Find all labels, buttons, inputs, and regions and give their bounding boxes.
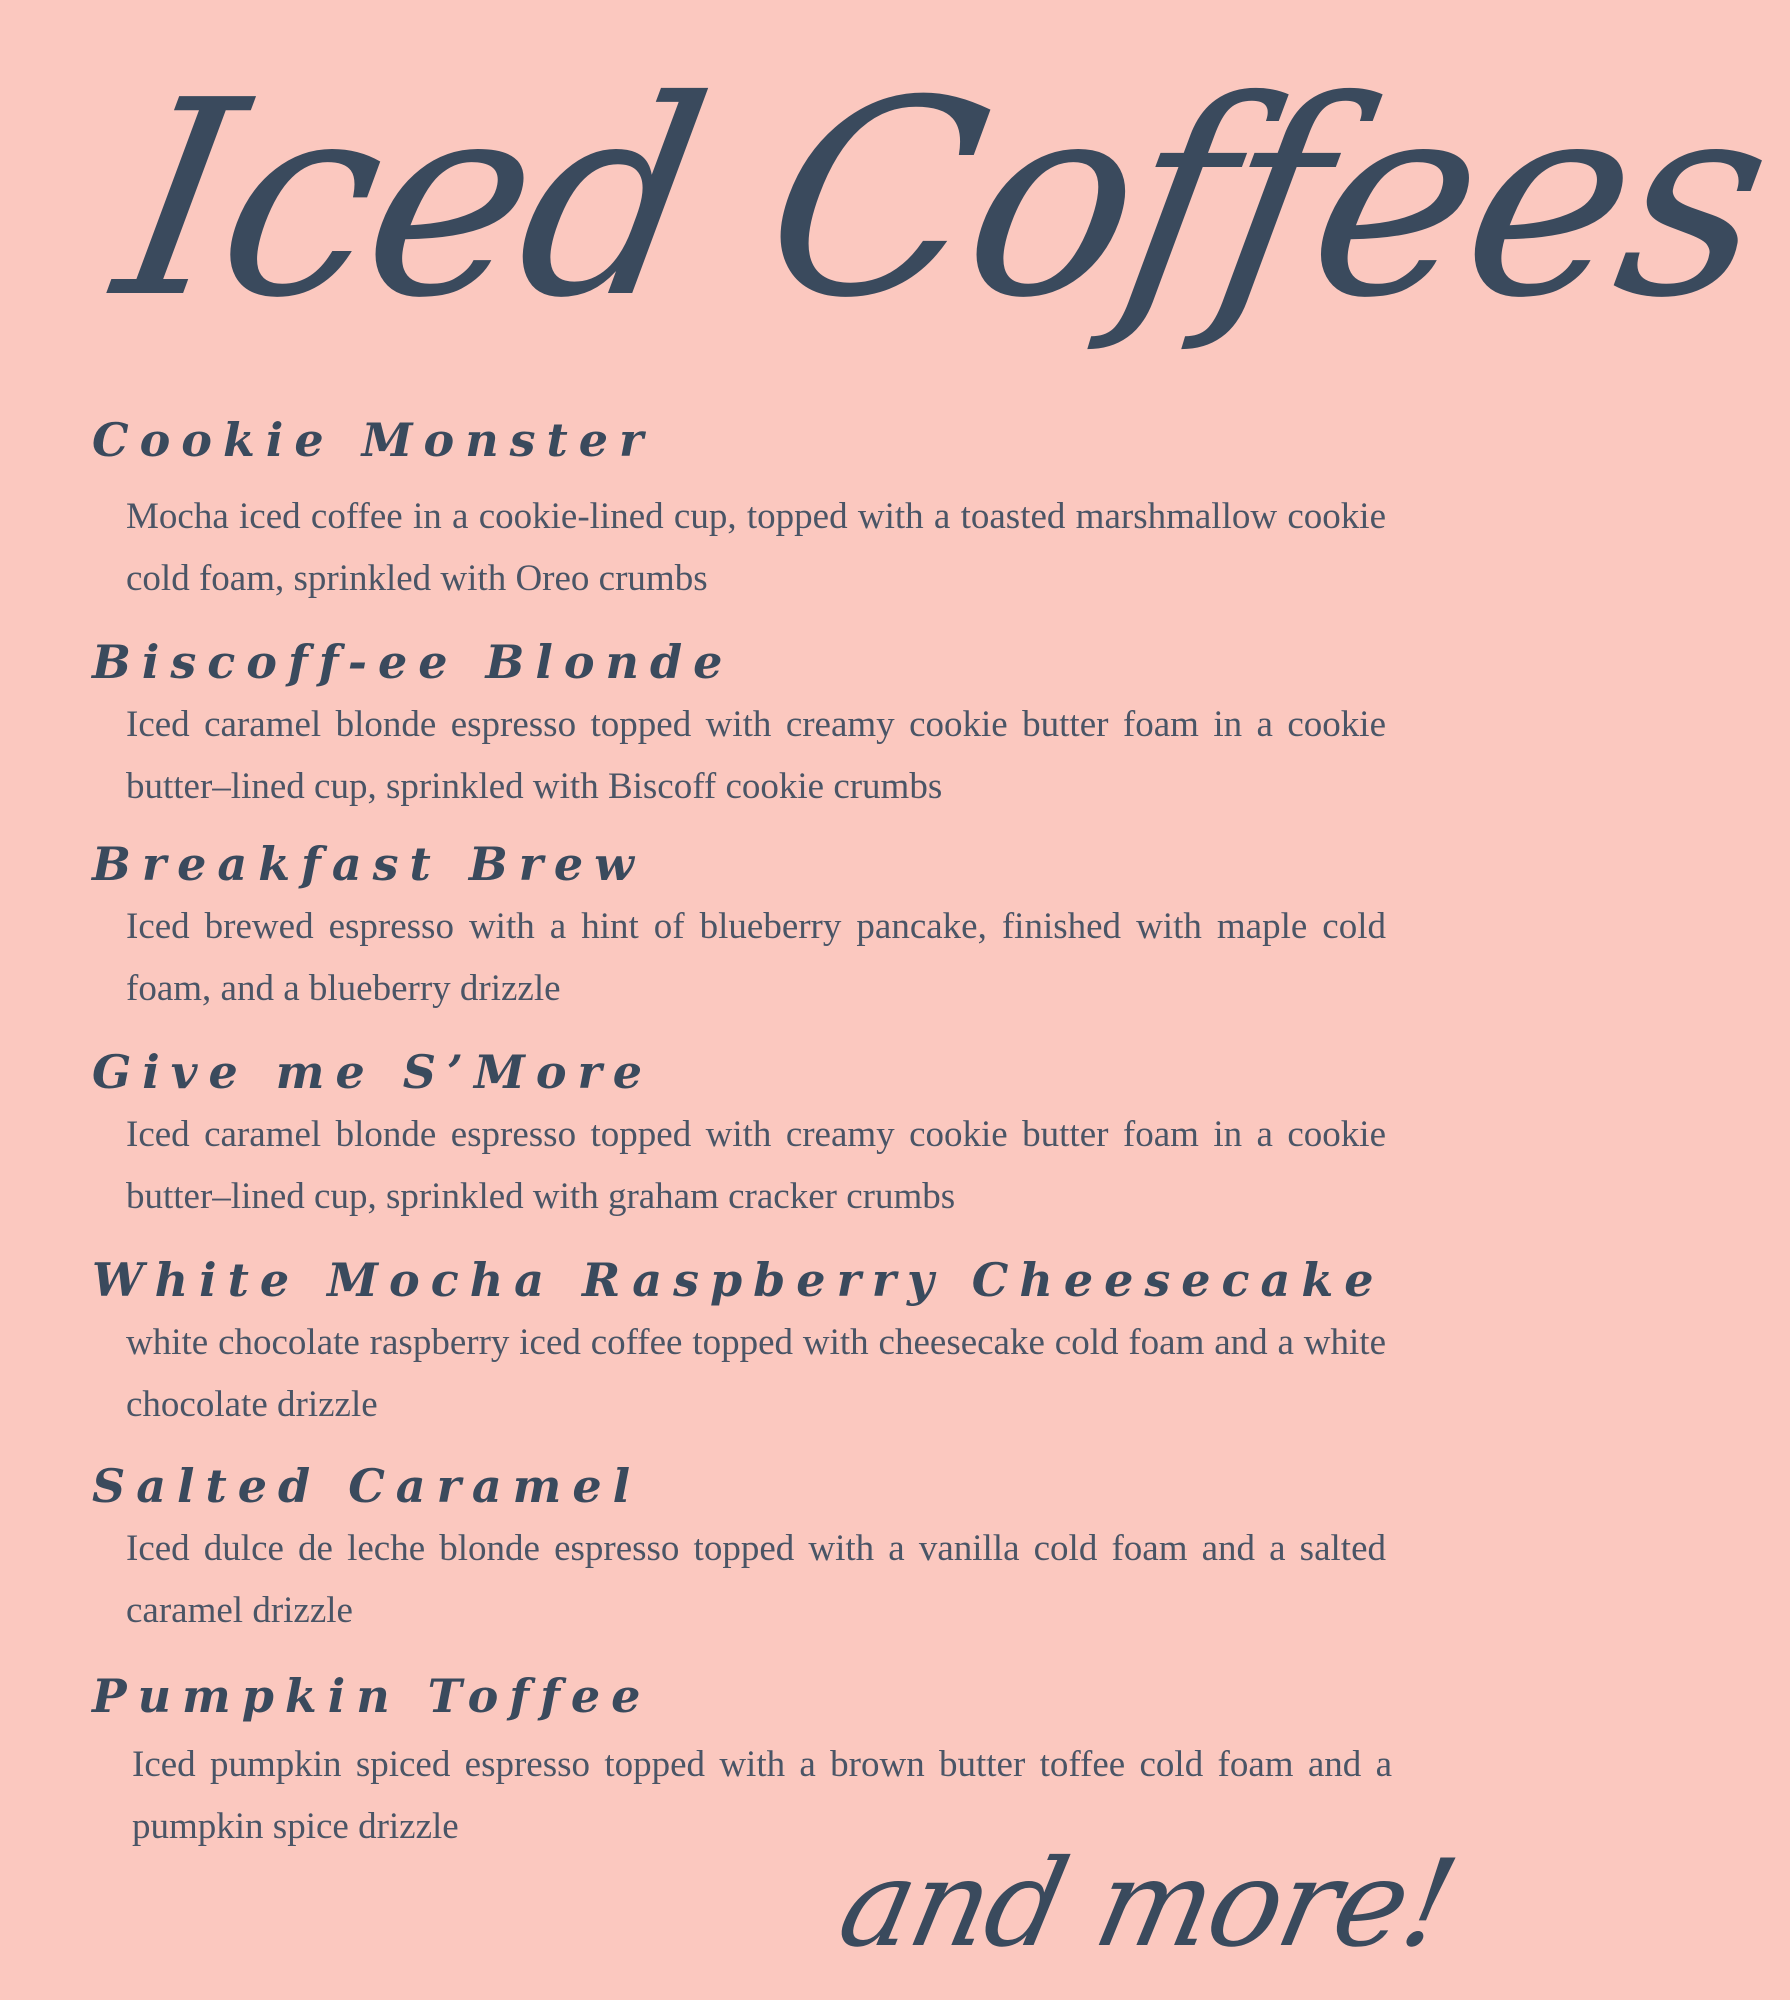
- menu-item-description: Iced caramel blonde espresso topped with creamy cookie butter foam in a cookie butter–lined cup, sprinkled with Biscoff cookie crumbs: [126, 704, 1386, 807]
- menu-item: [92, 1454, 1412, 1642]
- menu-item-name: Breakfast Brew: [92, 837, 645, 891]
- menu-item-name: Cookie Monster: [92, 413, 655, 467]
- footer-and-more: and more!: [827, 1835, 1466, 1974]
- page-title: Iced Coffees: [99, 42, 1787, 357]
- menu-item: [92, 1664, 1412, 1858]
- menu-item-name: Pumpkin Toffee: [92, 1669, 652, 1723]
- menu-item-description: Iced pumpkin spiced espresso topped with a brown butter toffee cold foam and a pumpkin spice drizzle: [132, 1744, 1392, 1847]
- menu-item: [92, 1040, 1412, 1228]
- menu-item: [92, 630, 1412, 818]
- menu-item-name: Give me S’More: [92, 1045, 654, 1099]
- menu-item-name: White Mocha Raspberry Cheesecake: [92, 1253, 1385, 1307]
- menu-item: [92, 1248, 1412, 1436]
- menu-item: [92, 408, 1412, 610]
- menu-item-name: Biscoff-ee Blonde: [92, 635, 734, 689]
- menu-item-description: Iced caramel blonde espresso topped with creamy cookie butter foam in a cookie butter–lined cup, sprinkled with graham cracker crumbs: [126, 1114, 1386, 1217]
- menu-item-description: Iced dulce de leche blonde espresso topped with a vanilla cold foam and a salted caramel drizzle: [126, 1528, 1386, 1631]
- menu-item: [92, 832, 1412, 1020]
- menu-item-name: Salted Caramel: [92, 1459, 642, 1513]
- menu-item-description: white chocolate raspberry iced coffee topped with cheesecake cold foam and a white chocolate drizzle: [126, 1322, 1386, 1425]
- menu-item-description: Iced brewed espresso with a hint of blueberry pancake, finished with maple cold foam, and a blueberry drizzle: [126, 906, 1386, 1009]
- menu-item-description: Mocha iced coffee in a cookie-lined cup, topped with a toasted marshmallow cookie cold foam, sprinkled with Oreo crumbs: [126, 496, 1386, 599]
